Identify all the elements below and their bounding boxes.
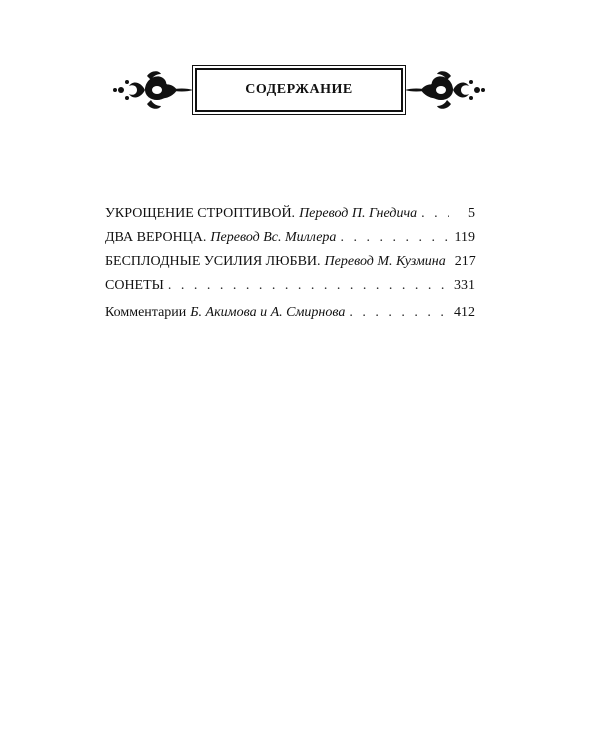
toc-entry[interactable] [105,226,475,250]
toc-entry-page: 119 [454,230,475,245]
toc-entry-title: Комментарии [105,305,187,320]
page-header [0,60,600,120]
page-title: СОДЕРЖАНИЕ [245,82,353,97]
toc-entry-title: ДВА ВЕРОНЦА. [105,230,207,245]
toc-entry-title: СОНЕТЫ [105,278,164,293]
toc-leader-dots [340,226,449,250]
toc-entry[interactable] [105,274,475,298]
toc-entry-page: 331 [454,278,475,293]
toc-entry-translator: Перевод П. Гнедича [299,206,418,221]
toc-leader-dots [421,202,449,226]
flourish-ornament-icon [403,62,491,118]
toc-entry[interactable] [105,202,475,226]
toc-entry-translator: Перевод М. Кузмина [324,254,446,269]
table-of-contents [105,202,475,325]
title-frame [195,68,403,112]
toc-entry[interactable] [105,301,475,325]
toc-leader-dots [168,274,449,298]
toc-entry-page: 217 [454,254,476,269]
toc-entry-page: 5 [468,206,475,221]
toc-entry-translator: Б. Акимова и А. Смирнова [190,305,346,320]
toc-entry[interactable] [105,250,475,274]
toc-leader-dots [349,301,449,325]
toc-entry-title: УКРОЩЕНИЕ СТРОПТИВОЙ. [105,206,296,221]
toc-entry-translator: Перевод Вс. Миллера [210,230,337,245]
flourish-ornament-icon [107,62,195,118]
toc-entry-page: 412 [454,305,475,320]
toc-entry-title: БЕСПЛОДНЫЕ УСИЛИЯ ЛЮБВИ. [105,254,321,269]
